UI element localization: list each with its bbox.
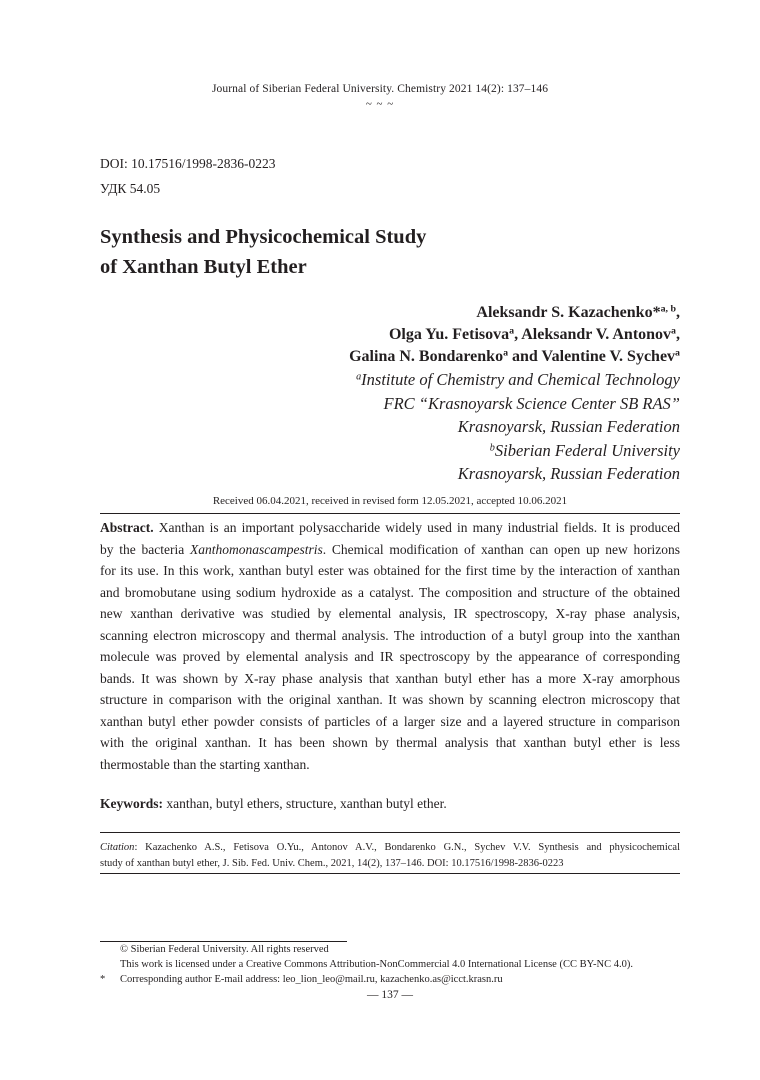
abstract-line: molecule was proved by elemental analysis and IR spectroscopy by the appearance of corresponding xyxy=(100,649,680,664)
received-dates: Received 06.04.2021, received in revised form 12.05.2021, accepted 10.06.2021 xyxy=(212,495,568,507)
copyright-note: © Siberian Federal University. All rights reserved xyxy=(120,944,329,955)
abstract-line: by the bacteria Xanthomonascampestris. Chemical modification of xanthan can open up new horizons xyxy=(100,541,680,557)
affiliation-a-line-1: $^a$Institute of Chemistry and Chemical Technology xyxy=(356,370,680,389)
citation-line: study of xanthan butyl ether, J. Sib. Fed. Univ. Chem., 2021, 14(2), 137–146. DOI: 10.17516/1998-2836-0223 xyxy=(100,858,564,869)
affiliation-b-line-1: $^b$Siberian Federal University xyxy=(489,440,680,460)
article-title xyxy=(100,222,426,282)
abstract xyxy=(100,517,680,775)
footnotes xyxy=(100,942,633,987)
affiliations xyxy=(356,368,680,486)
journal-header: Journal of Siberian Federal University. Chemistry 2021 14(2): 137–146 xyxy=(211,83,549,95)
corresponding-author-note: * Corresponding author E-mail address: leo_lion_leo@mail.ru, kazachenko.as@icct.krasn.ru xyxy=(100,974,503,985)
keywords: Keywords: xanthan, butyl ethers, structure, xanthan butyl ether. xyxy=(100,796,447,811)
affiliation-b-line-2: Krasnoyarsk, Russian Federation xyxy=(457,464,680,483)
abstract-line: structure in comparison with the original xanthan. It was shown by scanning electron microscopy that xyxy=(100,692,680,707)
abstract-label: Abstract. xyxy=(100,520,154,535)
author-line-1: Aleksandr S. Kazachenko*$^{a, b}$, xyxy=(476,303,680,321)
abstract-line: thermostable than the starting xanthan. xyxy=(100,756,310,772)
affiliation-a-line-2: FRC “Krasnoyarsk Science Center SB RAS” xyxy=(383,393,680,413)
abstract-line: xanthan butyl ether powder consists of particles of a larger size and a layered structure in comparison xyxy=(100,713,680,729)
abstract-line: new xanthan derivative was studied by elemental analysis, IR spectroscopy, X-ray phase analysis, xyxy=(100,606,680,621)
abstract-line: and bromobutane using sodium hydroxide as a catalyst. The composition and structure of the obtained xyxy=(100,584,680,600)
citation-line: Citation: Kazachenko A.S., Fetisova O.Yu., Antonov A.V., Bondarenko G.N., Sychev V.V. Synthesis and physicochemical xyxy=(100,842,680,853)
citation-top-rule xyxy=(100,832,680,833)
abstract-line: Abstract. Xanthan is an important polysaccharide widely used in many industrial fields. It is produced xyxy=(100,520,680,535)
keywords-label: Keywords: xyxy=(100,796,163,811)
affiliation-a-line-3: Krasnoyarsk, Russian Federation xyxy=(457,417,680,436)
abstract-line: bands. It was shown by X-ray phase analysis that xanthan butyl ether has a more X-ray amorphous xyxy=(100,670,680,686)
abstract-line: with the original xanthan. It has been shown by thermal analysis that xanthan butyl ether is less xyxy=(100,735,680,750)
abstract-line: scanning electron microscopy and thermal analysis. The introduction of a butyl group into the xanthan xyxy=(100,627,680,643)
author-list xyxy=(349,302,680,368)
doi: DOI: 10.17516/1998-2836-0223 xyxy=(100,156,276,171)
species-name: Xanthomonascampestris xyxy=(189,541,323,557)
abstract-line: for its use. In this work, xanthan butyl ester was obtained for the first time by the interaction of xanthan xyxy=(100,563,680,578)
citation xyxy=(100,840,680,872)
author-line-2: Olga Yu. Fetisova$^a$, Aleksandr V. Antonov$^a$, xyxy=(388,325,680,343)
title-line-2: of Xanthan Butyl Ether xyxy=(100,256,307,278)
abstract-top-rule xyxy=(100,513,680,514)
license-note: This work is licensed under a Creative Commons Attribution-NonCommercial 4.0 International License (CC BY-NC 4.0). xyxy=(120,959,633,970)
header-separator: ~ ~ ~ xyxy=(365,98,395,110)
citation-bottom-rule xyxy=(100,873,680,874)
udk-code: УДК 54.05 xyxy=(100,181,161,196)
citation-label: Citation xyxy=(100,842,135,853)
title-line-1: Synthesis and Physicochemical Study xyxy=(100,226,427,248)
author-line-3: Galina N. Bondarenko$^a$ and Valentine V. Sychev$^a$ xyxy=(349,347,680,365)
page-number: — 137 — xyxy=(367,989,413,1001)
